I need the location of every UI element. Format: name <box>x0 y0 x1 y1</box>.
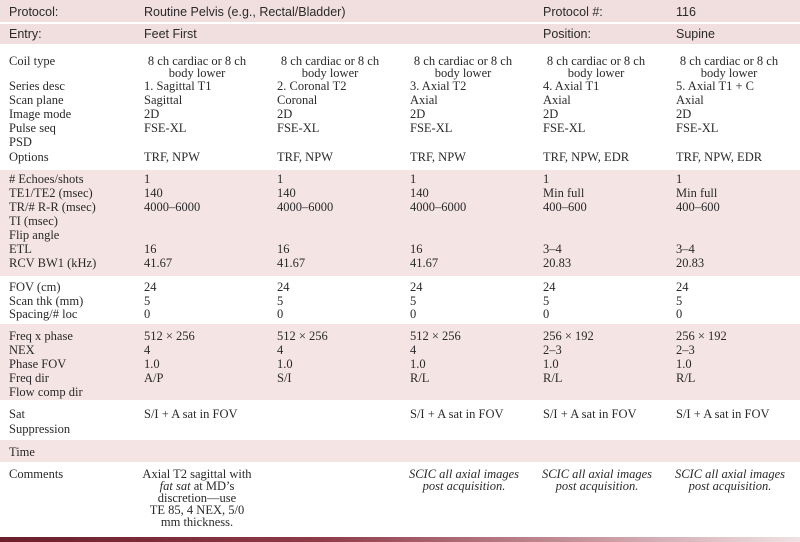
scan-thk-cell: 5 <box>410 294 417 308</box>
series-desc-cell: 3. Axial T2 <box>410 79 467 93</box>
sat-cell: S/I + A sat in FOV <box>676 407 770 421</box>
fov-cell: 24 <box>277 280 290 294</box>
suppression-label: Suppression <box>9 422 71 436</box>
flip-angle-label: Flip angle <box>9 228 60 242</box>
nex-cell: 2–3 <box>676 343 695 357</box>
image-mode-cell: 2D <box>410 107 426 121</box>
psd-label: PSD <box>9 135 32 149</box>
te-cell: 140 <box>410 186 429 200</box>
sat-label: Sat <box>9 407 25 421</box>
etl-label: ETL <box>9 242 32 256</box>
series-desc-cell: 5. Axial T1 + C <box>676 79 755 93</box>
comment-series1: Axial T2 sagittal with fat sat at MD’s discretion—use TE 85, 4 NEX, 5/0 mm thickness. <box>142 467 252 529</box>
scan-thk-cell: 5 <box>144 294 151 308</box>
rcv-bw-label: RCV BW1 (kHz) <box>9 256 97 270</box>
comment-series4: SCIC all axial images post acquisition. <box>541 467 653 493</box>
protocol-number-label: Protocol #: <box>543 5 603 19</box>
phase-fov-label: Phase FOV <box>9 357 67 371</box>
fov-cell: 24 <box>144 280 157 294</box>
te-label: TE1/TE2 (msec) <box>9 186 93 200</box>
fov-cell: 24 <box>410 280 423 294</box>
etl-cell: 3–4 <box>543 242 562 256</box>
freq-dir-cell: S/I <box>277 371 292 385</box>
ti-label: TI (msec) <box>9 214 58 228</box>
scan-plane-label: Scan plane <box>9 93 64 107</box>
rcv-bw-cell: 41.67 <box>277 256 306 270</box>
nex-cell: 4 <box>410 343 417 357</box>
te-cell: Min full <box>676 186 718 200</box>
header-entry-row <box>0 24 800 44</box>
spacing-cell: 0 <box>410 307 417 321</box>
echoes-cell: 1 <box>676 172 683 186</box>
echoes-cell: 1 <box>144 172 151 186</box>
sat-cell: S/I + A sat in FOV <box>410 407 504 421</box>
scan-thk-cell: 5 <box>543 294 550 308</box>
phase-fov-cell: 1.0 <box>144 357 160 371</box>
tr-cell: 4000–6000 <box>144 200 201 214</box>
nex-cell: 4 <box>277 343 284 357</box>
rcv-bw-cell: 41.67 <box>410 256 439 270</box>
etl-cell: 16 <box>410 242 423 256</box>
options-cell: TRF, NPW <box>144 150 200 164</box>
phase-fov-cell: 1.0 <box>676 357 692 371</box>
spacing-cell: 0 <box>543 307 550 321</box>
tr-cell: 4000–6000 <box>277 200 334 214</box>
scan-thk-cell: 5 <box>277 294 284 308</box>
scan-plane-cell: Axial <box>543 93 571 107</box>
freq-phase-cell: 256 × 192 <box>543 329 594 343</box>
freq-phase-cell: 512 × 256 <box>277 329 328 343</box>
options-label: Options <box>9 150 49 164</box>
position-value: Supine <box>676 27 715 41</box>
freq-dir-label: Freq dir <box>9 371 49 385</box>
coil-cell: 8 ch cardiac or 8 ch body lower <box>147 54 247 80</box>
series-desc-cell: 4. Axial T1 <box>543 79 600 93</box>
pulse-seq-label: Pulse seq <box>9 121 56 135</box>
comment-series5: SCIC all axial images post acquisition. <box>674 467 786 493</box>
spacing-label: Spacing/# loc <box>9 307 78 321</box>
etl-cell: 16 <box>144 242 157 256</box>
echoes-cell: 1 <box>543 172 550 186</box>
scan-plane-cell: Sagittal <box>144 93 183 107</box>
tr-cell: 4000–6000 <box>410 200 467 214</box>
protocol-label: Protocol: <box>9 5 59 19</box>
coil-type-label: Coil type <box>9 54 56 68</box>
coil-cell: 8 ch cardiac or 8 ch body lower <box>413 54 513 80</box>
position-label: Position: <box>543 27 591 41</box>
phase-fov-cell: 1.0 <box>543 357 559 371</box>
etl-cell: 3–4 <box>676 242 695 256</box>
pulse-seq-cell: FSE-XL <box>543 121 586 135</box>
pulse-seq-cell: FSE-XL <box>676 121 719 135</box>
scan-plane-cell: Axial <box>410 93 438 107</box>
te-cell: 140 <box>277 186 296 200</box>
group-time-band <box>0 440 800 462</box>
scan-plane-cell: Axial <box>676 93 704 107</box>
pulse-seq-cell: FSE-XL <box>410 121 453 135</box>
rcv-bw-cell: 20.83 <box>543 256 572 270</box>
freq-dir-cell: R/L <box>676 371 696 385</box>
image-mode-cell: 2D <box>144 107 160 121</box>
sat-cell: S/I + A sat in FOV <box>144 407 238 421</box>
phase-fov-cell: 1.0 <box>410 357 426 371</box>
phase-fov-cell: 1.0 <box>277 357 293 371</box>
image-mode-label: Image mode <box>9 107 72 121</box>
comment-fat-sat: fat sat <box>159 479 191 493</box>
image-mode-cell: 2D <box>543 107 559 121</box>
fov-cell: 24 <box>543 280 556 294</box>
entry-value: Feet First <box>144 27 197 41</box>
flow-comp-label: Flow comp dir <box>9 385 83 399</box>
fov-label: FOV (cm) <box>9 280 61 294</box>
tr-label: TR/# R-R (msec) <box>9 200 96 214</box>
scan-thk-label: Scan thk (mm) <box>9 294 84 308</box>
comments-label: Comments <box>9 467 64 481</box>
comment-series3: SCIC all axial images post acquisition. <box>408 467 520 493</box>
echoes-cell: 1 <box>277 172 284 186</box>
protocol-number-value: 116 <box>676 5 696 19</box>
coil-cell: 8 ch cardiac or 8 ch body lower <box>546 54 646 80</box>
scan-plane-cell: Coronal <box>277 93 318 107</box>
options-cell: TRF, NPW <box>277 150 333 164</box>
freq-phase-cell: 512 × 256 <box>410 329 461 343</box>
options-cell: TRF, NPW, EDR <box>676 150 763 164</box>
echoes-label: # Echoes/shots <box>9 172 84 186</box>
header-protocol-row <box>0 0 800 22</box>
te-cell: Min full <box>543 186 585 200</box>
rcv-bw-cell: 41.67 <box>144 256 173 270</box>
rcv-bw-cell: 20.83 <box>676 256 705 270</box>
spacing-cell: 0 <box>144 307 151 321</box>
options-cell: TRF, NPW, EDR <box>543 150 630 164</box>
etl-cell: 16 <box>277 242 290 256</box>
nex-cell: 2–3 <box>543 343 562 357</box>
pulse-seq-cell: FSE-XL <box>277 121 320 135</box>
freq-dir-cell: R/L <box>543 371 563 385</box>
freq-dir-cell: A/P <box>144 371 164 385</box>
spacing-cell: 0 <box>277 307 284 321</box>
freq-phase-cell: 256 × 192 <box>676 329 727 343</box>
freq-dir-cell: R/L <box>410 371 430 385</box>
protocol-value: Routine Pelvis (e.g., Rectal/Bladder) <box>144 5 346 19</box>
tr-cell: 400–600 <box>676 200 720 214</box>
series-desc-cell: 2. Coronal T2 <box>277 79 347 93</box>
te-cell: 140 <box>144 186 163 200</box>
options-cell: TRF, NPW <box>410 150 466 164</box>
echoes-cell: 1 <box>410 172 417 186</box>
series-desc-cell: 1. Sagittal T1 <box>144 79 212 93</box>
coil-cell: 8 ch cardiac or 8 ch body lower <box>280 54 380 80</box>
time-label: Time <box>9 445 35 459</box>
freq-phase-cell: 512 × 256 <box>144 329 195 343</box>
series-desc-label: Series desc <box>9 79 65 93</box>
nex-label: NEX <box>9 343 35 357</box>
entry-label: Entry: <box>9 27 42 41</box>
sat-cell: S/I + A sat in FOV <box>543 407 637 421</box>
nex-cell: 4 <box>144 343 151 357</box>
bottom-rule <box>0 537 800 542</box>
image-mode-cell: 2D <box>676 107 692 121</box>
image-mode-cell: 2D <box>277 107 293 121</box>
fov-cell: 24 <box>676 280 689 294</box>
scan-thk-cell: 5 <box>676 294 683 308</box>
freq-phase-label: Freq x phase <box>9 329 73 343</box>
pulse-seq-cell: FSE-XL <box>144 121 187 135</box>
coil-cell: 8 ch cardiac or 8 ch body lower <box>679 54 779 80</box>
tr-cell: 400–600 <box>543 200 587 214</box>
spacing-cell: 0 <box>676 307 683 321</box>
